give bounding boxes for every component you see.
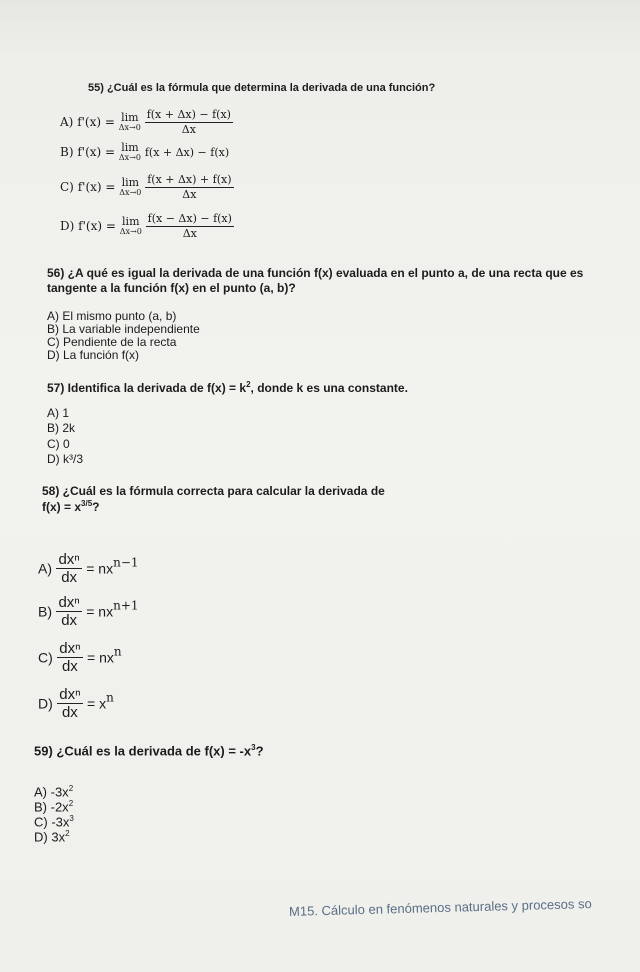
q58-line2-pre: f(x) = x <box>42 500 82 514</box>
option-base: -2x <box>50 799 69 815</box>
option-letter: C) <box>38 649 53 666</box>
q59-option-d <box>34 829 70 844</box>
option-letter: A) <box>60 115 74 129</box>
q55-option-c <box>60 173 234 202</box>
q59-question-sup: 3 <box>251 743 256 752</box>
q59-question-pre: 59) ¿Cuál es la derivada de f(x) = -x <box>34 743 252 759</box>
q58-question-line2 <box>42 499 99 514</box>
exponent: n <box>113 644 122 659</box>
q59-option-b <box>34 799 73 814</box>
exponent: n+1 <box>113 598 139 613</box>
numerator: f(x − Δx) − f(x) <box>147 212 232 225</box>
q58-option-b <box>38 594 139 629</box>
fraction <box>145 173 233 202</box>
lim-sub: Δx→0 <box>118 153 141 162</box>
rhs: = x <box>87 695 107 712</box>
lim-text: lim <box>122 215 140 228</box>
exponent: n−1 <box>113 555 139 570</box>
q57-option-d: D) k³/3 <box>47 452 83 466</box>
rhs: = nx <box>86 560 114 577</box>
rhs: = nx <box>87 649 114 666</box>
q59-option-a <box>34 784 73 799</box>
lhs: f'(x) = <box>77 115 115 129</box>
limit <box>119 178 141 197</box>
option-base: 3x <box>51 829 66 845</box>
q55-option-a <box>60 108 233 137</box>
option-letter: A) <box>34 784 47 800</box>
option-base: -3x <box>51 814 70 830</box>
q59-question <box>34 743 264 758</box>
option-letter: B) <box>60 145 74 159</box>
limit <box>120 217 142 236</box>
denominator: dx <box>61 704 78 721</box>
rhs: = nx <box>86 603 114 620</box>
q56-option-a: A) El mismo punto (a, b) <box>47 309 177 323</box>
lim-sub: Δx→0 <box>118 123 141 132</box>
lhs: f'(x) = <box>77 180 116 194</box>
q56-option-c: C) Pendiente de la recta <box>47 335 177 349</box>
fraction <box>145 108 233 137</box>
lim-text: lim <box>121 141 139 154</box>
numerator: dxⁿ <box>58 551 80 568</box>
option-letter: C) <box>60 180 74 194</box>
denominator: Δx <box>181 123 196 136</box>
q56-question-line2: tangente a la función f(x) en el punto (a, b)? <box>47 281 296 295</box>
option-letter: B) <box>38 603 52 620</box>
q55-option-b <box>60 143 229 162</box>
denominator: Δx <box>182 227 197 240</box>
q55-question: 55) ¿Cuál es la fórmula que determina la derivada de una función? <box>88 82 436 94</box>
q58-question-line1: 58) ¿Cuál es la fórmula correcta para calcular la derivada de <box>42 484 385 498</box>
numerator: f(x + Δx) + f(x) <box>147 173 232 186</box>
option-sup: 2 <box>68 784 74 793</box>
q57-option-b: B) 2k <box>47 421 76 435</box>
option-letter: C) <box>34 814 48 830</box>
option-letter: B) <box>34 799 47 815</box>
q56-option-b: B) La variable independiente <box>47 322 200 336</box>
q58-option-a <box>38 551 139 586</box>
q58-option-d <box>38 686 114 721</box>
denominator: dx <box>61 569 78 586</box>
lhs: f'(x) = <box>78 219 116 233</box>
lim-text: lim <box>121 111 139 124</box>
lim-sub: Δx→0 <box>119 227 142 236</box>
q58-option-c <box>38 640 122 675</box>
option-letter: D) <box>38 695 53 712</box>
option-sup: 2 <box>68 799 74 808</box>
derivative-fraction <box>57 640 82 675</box>
q58-line2-post: ? <box>92 500 100 514</box>
fraction <box>146 212 234 241</box>
q57-question-pre: 57) Identifica la derivada de f(x) = k <box>47 381 247 395</box>
lim-text: lim <box>121 176 140 189</box>
q57-question-sup: 2 <box>246 380 251 389</box>
lhs: f'(x) = <box>77 145 116 159</box>
lim-sub: Δx→0 <box>119 188 142 197</box>
q57-question-post: , donde k es una constante. <box>250 381 408 395</box>
denominator: dx <box>61 658 78 675</box>
q58-line2-sup: 3/5 <box>81 499 93 508</box>
numerator: dxⁿ <box>58 594 80 611</box>
q56-option-d: D) La función f(x) <box>47 348 140 362</box>
numerator: dxⁿ <box>59 640 81 657</box>
exponent: n <box>106 690 114 705</box>
option-letter: D) <box>34 829 48 845</box>
option-letter: A) <box>38 560 52 577</box>
option-sup: 2 <box>65 829 70 838</box>
denominator: dx <box>61 612 78 629</box>
q55-option-d <box>60 212 234 241</box>
expression: f(x + Δx) − f(x) <box>144 146 230 159</box>
denominator: Δx <box>182 188 197 201</box>
limit <box>119 113 141 132</box>
option-letter: D) <box>60 219 75 233</box>
q57-option-c: C) 0 <box>47 437 70 451</box>
derivative-fraction <box>56 594 81 629</box>
derivative-fraction <box>56 551 81 586</box>
q57-option-a: A) 1 <box>47 406 70 420</box>
numerator: f(x + Δx) − f(x) <box>146 108 231 121</box>
q56-question-line1: 56) ¿A qué es igual la derivada de una función f(x) evaluada en el punto a, de una recta que es <box>47 266 584 280</box>
limit <box>119 143 141 162</box>
q57-question <box>47 380 408 395</box>
numerator: dxⁿ <box>59 686 81 703</box>
page-footer: M15. Cálculo en fenómenos naturales y procesos so <box>288 896 592 919</box>
q59-option-c <box>34 814 74 829</box>
option-base: -3x <box>50 784 69 800</box>
q59-question-post: ? <box>255 743 264 759</box>
derivative-fraction <box>57 686 82 721</box>
option-sup: 3 <box>69 814 74 823</box>
